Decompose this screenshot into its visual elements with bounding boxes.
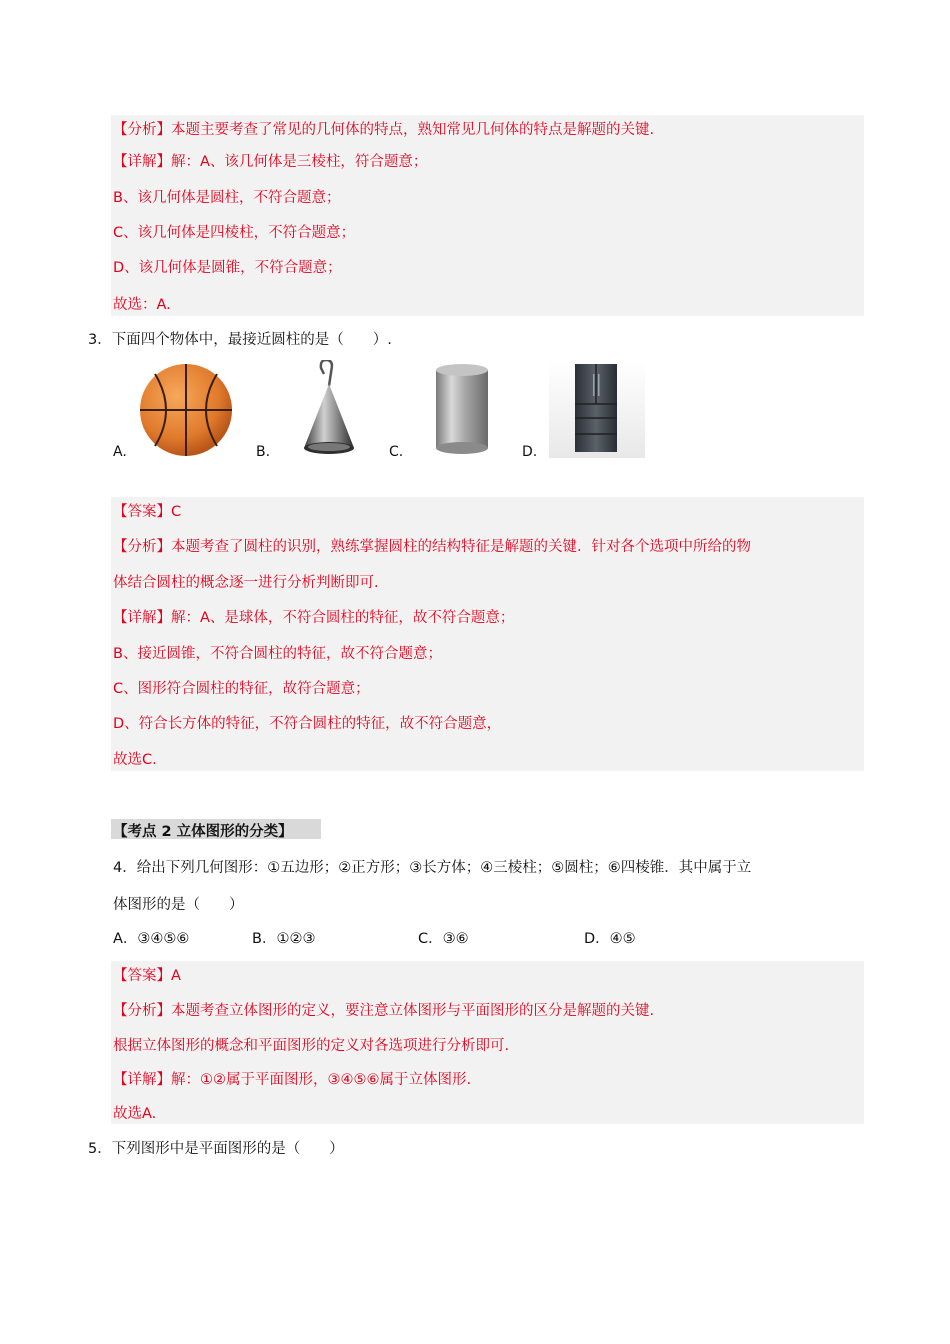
q3-option-d-label: D. [522,444,538,460]
q3-detail-line: C、图形符合圆柱的特征，故符合题意； [113,681,370,697]
q3-conclusion: 故选C. [113,752,157,768]
q2-analysis: 【分析】本题主要考查了常见的几何体的特点，熟知常见几何体的特点是解题的关键. [113,122,655,138]
q4-analysis-line: 根据立体图形的概念和平面图形的定义对各选项进行分析即可. [113,1038,510,1054]
q4-option-d: D．④⑤ [584,931,636,947]
q3-detail-line: D、符合长方体的特征，不符合圆柱的特征，故不符合题意， [113,716,502,732]
steel-cylinder-image [430,362,494,456]
basketball-image [137,362,235,458]
q4-option-a: A．③④⑤⑥ [113,931,190,947]
q3-analysis-line: 【分析】本题考查了圆柱的识别，熟练掌握圆柱的结构特征是解题的关键．针对各个选项中所给的物 [113,539,751,555]
q3-stem: 3．下面四个物体中，最接近圆柱的是（ ）. [88,332,392,348]
q4-analysis-line: 【分析】本题考查立体图形的定义，要注意立体图形与平面图形的区分是解题的关键. [113,1003,655,1019]
refrigerator-image [549,360,645,458]
q4-detail: 【详解】解：①②属于平面图形，③④⑤⑥属于立体图形. [113,1072,472,1088]
q2-detail-line: C、该几何体是四棱柱，不符合题意； [113,225,356,241]
q4-conclusion: 故选A. [113,1106,157,1122]
q4-stem-line: 4．给出下列几何图形：①五边形；②正方形；③长方体；④三棱柱；⑤圆柱；⑥四棱锥．其中属于立 [113,860,752,876]
q4-option-b: B．①②③ [252,931,316,947]
q3-option-a-label: A. [113,444,127,460]
q4-answer: 【答案】A [113,968,181,984]
metal-cone-weight-image [280,360,376,460]
q3-option-c-label: C. [389,444,404,460]
q3-detail-line: B、接近圆锥，不符合圆柱的特征，故不符合题意； [113,646,442,662]
q3-detail-line: 【详解】解：A、是球体，不符合圆柱的特征，故不符合题意； [113,610,515,626]
q4-option-c: C．③⑥ [418,931,469,947]
q2-detail-line: B、该几何体是圆柱，不符合题意； [113,190,341,206]
q4-stem-line: 体图形的是（ ） [113,897,244,913]
q2-detail-line: D、该几何体是圆锥，不符合题意； [113,260,342,276]
q3-option-b-label: B. [256,444,271,460]
q3-analysis-line: 体结合圆柱的概念逐一进行分析判断即可. [113,575,379,591]
q5-stem: 5．下列图形中是平面图形的是（ ） [88,1141,344,1157]
q3-answer: 【答案】C [113,504,182,520]
q2-solution-box [111,115,864,316]
q2-conclusion: 故选：A. [113,297,171,313]
q2-detail-line: 【详解】解：A、该几何体是三棱柱，符合题意； [113,154,428,170]
section-heading: 【考点 2 立体图形的分类】 [113,824,293,840]
